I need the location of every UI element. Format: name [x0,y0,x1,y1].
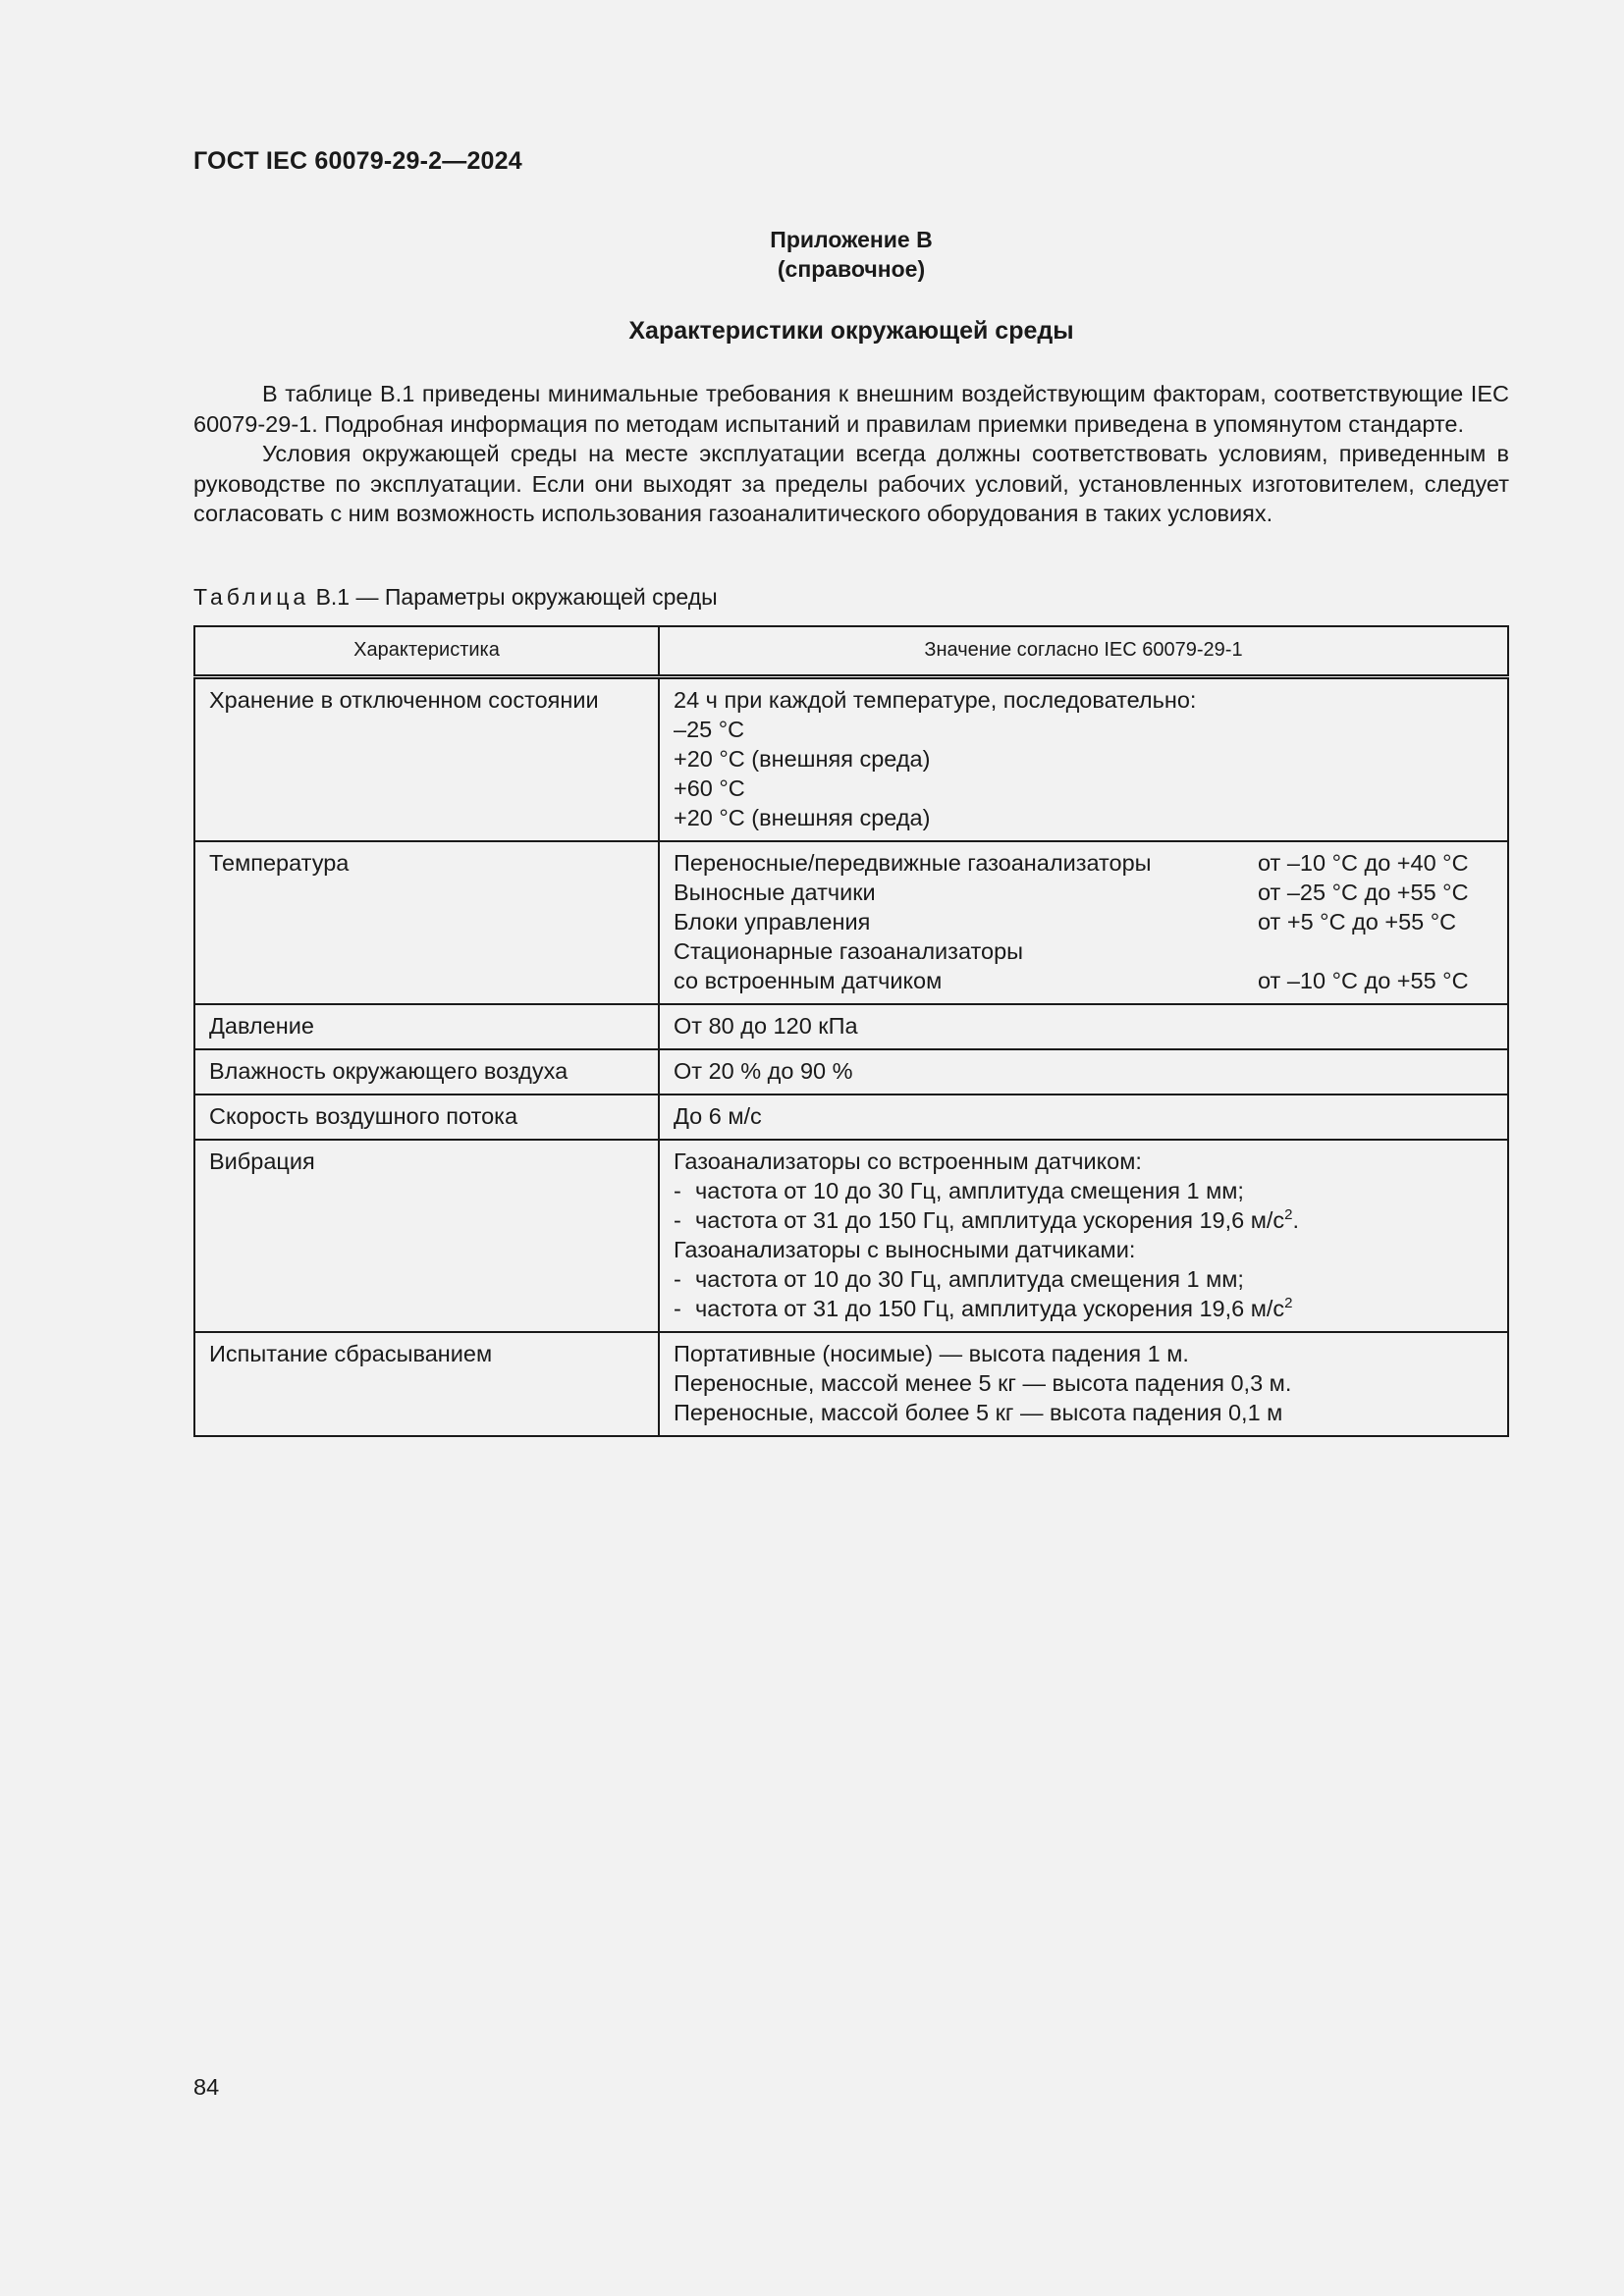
value-line: Переносные, массой более 5 кг — высота падения 0,1 м [674,1400,1283,1425]
row-value: От 20 % до 90 % [659,1049,1508,1095]
row-value [659,1140,1508,1332]
vibration-item-text: частота от 31 до 150 Гц, амплитуда ускорения 19,6 м/с [695,1296,1285,1321]
table-row-temperature [194,841,1508,1004]
temperature-entry [674,966,1493,995]
value-line: 24 ч при каждой температуре, последовательно: [674,687,1197,713]
table-row-storage [194,677,1508,842]
column-header: Характеристика [194,626,659,677]
row-label: Влажность окружающего воздуха [194,1049,659,1095]
vibration-item [674,1264,1493,1294]
section-title: Характеристики окружающей среды [628,317,1074,345]
table-caption-word: Таблица [193,584,310,610]
device-type: Блоки управления [674,909,871,934]
bullet-dash: - [674,1266,681,1292]
table-row-drop-test [194,1332,1508,1436]
vibration-item-text: частота от 10 до 30 Гц, амплитуда смещения 1 мм; [695,1178,1244,1203]
paragraph: В таблице B.1 приведены минимальные требования к внешним воздействующим факторам, соответствующие IEC 60079-29-1. Подробная информация по методам испытаний и правилам приемки приведена в упомянутом стандарте. [193,381,1509,437]
vibration-item [674,1294,1493,1323]
row-value: До 6 м/с [659,1095,1508,1140]
vibration-item-end: . [1292,1207,1300,1233]
row-value [659,677,1508,842]
value-line: +60 °C [674,775,745,801]
row-label: Испытание сбрасыванием [194,1332,659,1436]
row-value [659,841,1508,1004]
value-line: –25 °C [674,717,745,742]
appendix-subtitle: (справочное) [777,256,926,282]
value-line: +20 °C (внешняя среда) [674,746,931,772]
superscript: 2 [1284,1206,1293,1224]
device-type: Переносные/передвижные газоанализаторы [674,850,1152,876]
row-value [659,1332,1508,1436]
value-line: +20 °C (внешняя среда) [674,805,931,830]
value-line: Портативные (носимые) — высота падения 1 м. [674,1341,1189,1366]
table-row-pressure [194,1004,1508,1049]
value-line: Переносные, массой менее 5 кг — высота падения 0,3 м. [674,1370,1292,1396]
vibration-item [674,1176,1493,1205]
temperature-entry [674,936,1493,966]
environment-parameters-table [193,625,1509,1437]
document-header: ГОСТ IEC 60079-29-2—2024 [193,147,522,175]
table-row-vibration [194,1140,1508,1332]
temperature-entry [674,907,1493,936]
appendix-heading [193,225,1509,284]
table-header-row [194,626,1508,677]
row-label: Давление [194,1004,659,1049]
temperature-range: от –10 °C до +55 °C [1258,968,1469,993]
superscript: 2 [1284,1295,1293,1312]
vibration-group-title: Газоанализаторы с выносными датчиками: [674,1237,1136,1262]
temperature-entry [674,878,1493,907]
temperature-range: от –25 °C до +55 °C [1258,880,1469,905]
appendix-title: Приложение B [770,227,933,252]
temperature-range: от –10 °C до +40 °C [1258,850,1469,876]
table-row-humidity [194,1049,1508,1095]
temperature-entry [674,848,1493,878]
row-label: Скорость воздушного потока [194,1095,659,1140]
column-header: Значение согласно IEC 60079-29-1 [659,626,1508,677]
vibration-item-text: частота от 31 до 150 Гц, амплитуда ускорения 19,6 м/с [695,1207,1285,1233]
device-type: со встроенным датчиком [674,968,943,993]
bullet-dash: - [674,1296,681,1321]
table-caption-text: B.1 — Параметры окружающей среды [315,584,718,610]
vibration-item-text: частота от 10 до 30 Гц, амплитуда смещения 1 мм; [695,1266,1244,1292]
page-number: 84 [193,2074,220,2100]
row-value: От 80 до 120 кПа [659,1004,1508,1049]
temperature-range: от +5 °C до +55 °C [1258,909,1457,934]
bullet-dash: - [674,1178,681,1203]
vibration-item [674,1205,1493,1235]
row-label: Вибрация [194,1140,659,1332]
paragraph: Условия окружающей среды на месте эксплуатации всегда должны соответствовать условиям, приведенным в руководстве по эксплуатации. Если они выходят за пределы рабочих условий, установленных изготовителем, следует согласовать с ним возможность использования газоаналитического оборудования в таких условиях. [193,441,1509,526]
vibration-group-title: Газоанализаторы со встроенным датчиком: [674,1148,1142,1174]
device-type: Стационарные газоанализаторы [674,938,1024,964]
bullet-dash: - [674,1207,681,1233]
table-row-airflow [194,1095,1508,1140]
row-label: Хранение в отключенном состоянии [194,677,659,842]
device-type: Выносные датчики [674,880,876,905]
body-text [193,379,1509,529]
temperature-range [1258,936,1493,966]
row-label: Температура [194,841,659,1004]
table-caption [193,584,718,611]
